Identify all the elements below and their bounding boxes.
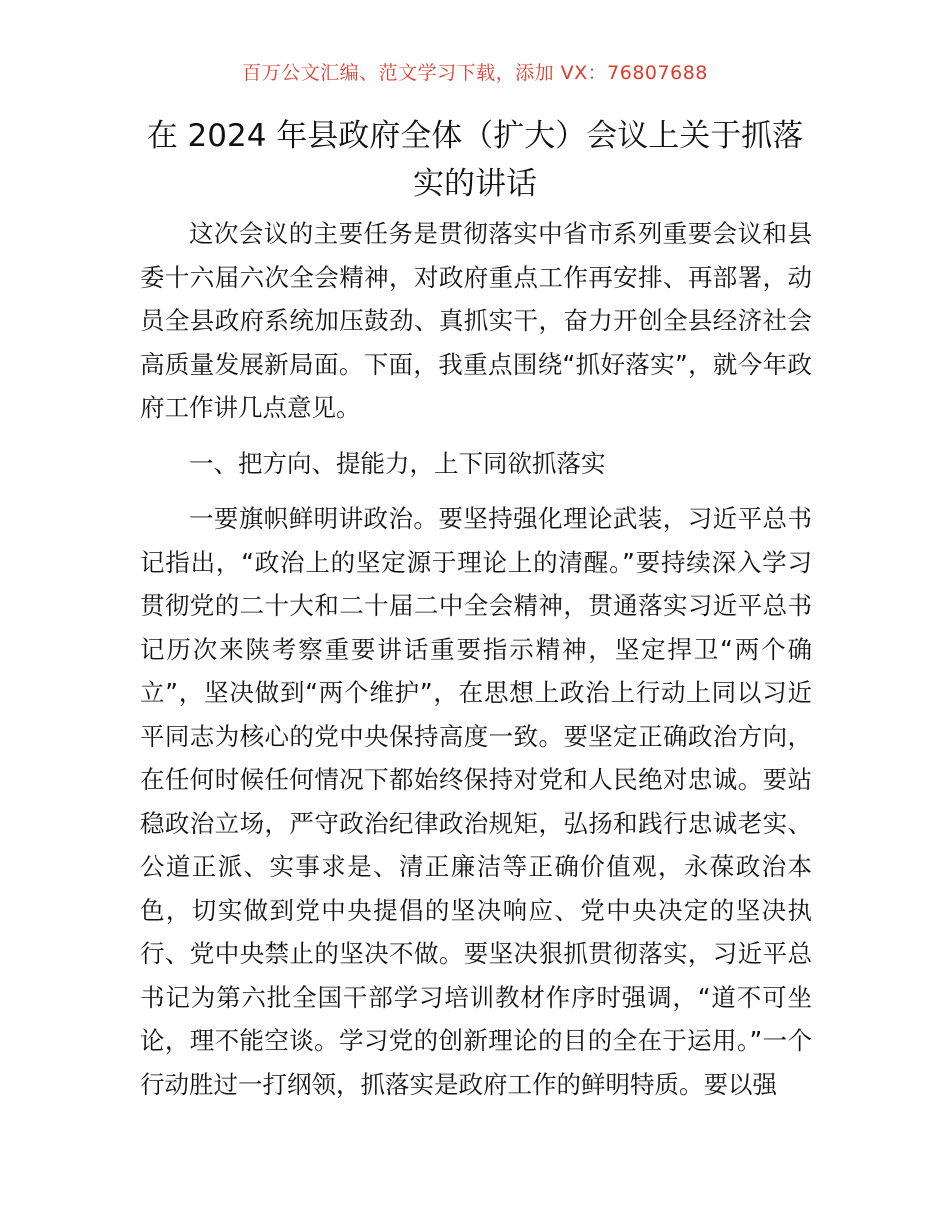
document-title: 在 2024 年县政府全体（扩大）会议上关于抓落实的讲话 bbox=[146, 118, 804, 202]
section-heading: 一、把方向、提能力，上下同欲抓落实 bbox=[189, 448, 606, 478]
document-body bbox=[140, 212, 812, 1118]
intro-paragraph: 这次会议的主要任务是贯彻落实中省市系列重要会议和县委十六届六次全会精神，对政府重点工作再安排、再部署，动员全县政府系统加压鼓劲、真抓实干，奋力开创全县经济社会高质量发展新局面。下面，我重点围绕“抓好落实”，就今年政府工作讲几点意见。 bbox=[140, 219, 812, 422]
header-note: 百万公文汇编、范文学习下载，添加 VX：76807688 bbox=[242, 62, 708, 84]
body-paragraph: 一要旗帜鲜明讲政治。要坚持强化理论武装，习近平总书记指出，“政治上的坚定源于理论上的清醒。”要持续深入学习贯彻党的二十大和二十届二中全会精神，贯通落实习近平总书记历次来陕考察重要讲话重要指示精神，坚定捍卫“两个确立”，坚决做到“两个维护”，在思想上政治上行动上同以习近平同志为核心的党中央保持高度一致。要坚定正确政治方向，在任何时候任何情况下都始终保持对党和人民绝对忠诚。要站稳政治立场，严守政治纪律政治规矩，弘扬和践行忠诚老实、公道正派、实事求是、清正廉洁等正确价值观，永葆政治本色，切实做到党中央提倡的坚决响应、党中央决定的坚决执行、党中央禁止的坚决不做。要坚决狠抓贯彻落实，习近平总书记为第六批全国干部学习培训教材作序时强调，“道不可坐论，理不能空谈。学习党的创新理论的目的全在于运用。”一个行动胜过一打纲领，抓落实是政府工作的鲜明特质。要以强 bbox=[140, 504, 812, 1099]
